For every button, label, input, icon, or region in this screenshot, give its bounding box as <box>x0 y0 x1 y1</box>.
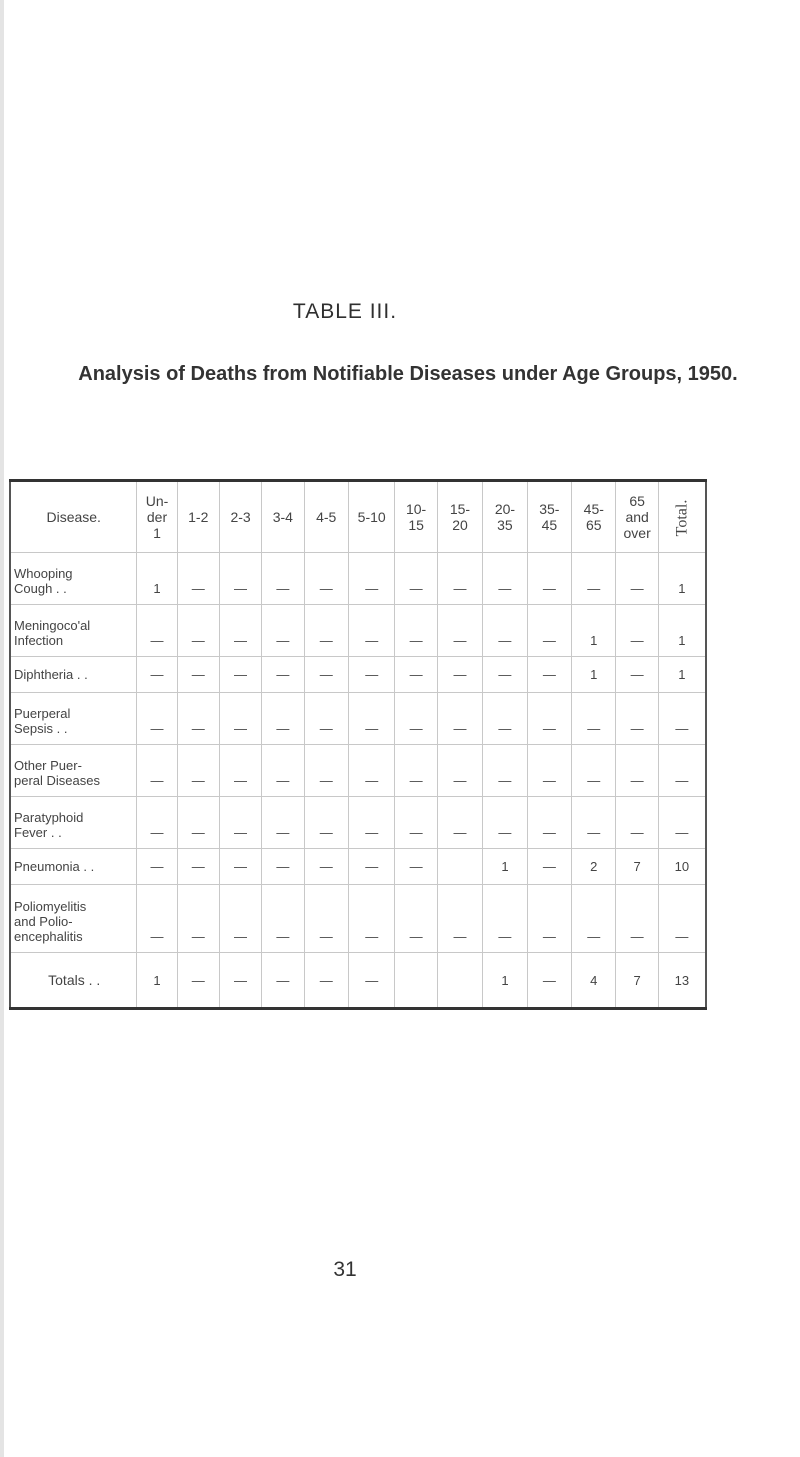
table-row-puerperal-sepsis <box>10 693 706 745</box>
cell-10-15: — <box>395 605 437 657</box>
cell-3-4: — <box>262 657 304 693</box>
table-row-whooping-cough <box>10 553 706 605</box>
cell-45-65: — <box>572 745 616 797</box>
totals-label: Totals . . <box>10 953 137 1009</box>
cell-3-4: — <box>262 605 304 657</box>
cell-35-45: — <box>527 885 571 953</box>
cell-65-and-over: — <box>616 797 658 849</box>
total-cell-15-20 <box>437 953 482 1009</box>
table-row-other-puerperal-diseases <box>10 745 706 797</box>
total-cell-under-1: 1 <box>137 953 177 1009</box>
cell-20-35: 1 <box>483 849 527 885</box>
cell-45-65: 1 <box>572 657 616 693</box>
cell-total: — <box>658 885 706 953</box>
table-row-poliomyelitis <box>10 885 706 953</box>
cell-35-45: — <box>527 745 571 797</box>
total-cell-10-15 <box>395 953 437 1009</box>
cell-3-4: — <box>262 553 304 605</box>
cell-35-45: — <box>527 605 571 657</box>
cell-3-4: — <box>262 693 304 745</box>
column-header-4-5: 4-5 <box>304 481 348 553</box>
table-title: TABLE III. <box>292 300 398 323</box>
column-header-1-2: 1-2 <box>177 481 219 553</box>
total-cell-3-4: — <box>262 953 304 1009</box>
disease-name-cell: Other Puer- peral Diseases <box>10 745 137 797</box>
cell-20-35: — <box>483 605 527 657</box>
cell-4-5: — <box>304 849 348 885</box>
column-header-35-45: 35- 45 <box>527 481 571 553</box>
column-header-disease: Disease. <box>10 481 137 553</box>
cell-20-35: — <box>483 553 527 605</box>
table-row-diphtheria <box>10 657 706 693</box>
cell-45-65: — <box>572 797 616 849</box>
cell-15-20 <box>437 849 482 885</box>
cell-10-15: — <box>395 797 437 849</box>
cell-4-5: — <box>304 605 348 657</box>
table-row-paratyphoid-fever <box>10 797 706 849</box>
column-header-65-and-over: 65 and over <box>616 481 658 553</box>
cell-under-1: — <box>137 797 177 849</box>
cell-45-65: 2 <box>572 849 616 885</box>
cell-total: 1 <box>658 605 706 657</box>
cell-5-10: — <box>348 657 395 693</box>
total-cell-total: 13 <box>658 953 706 1009</box>
cell-15-20: — <box>437 797 482 849</box>
cell-1-2: — <box>177 657 219 693</box>
cell-45-65: 1 <box>572 605 616 657</box>
column-header-10-15: 10- 15 <box>395 481 437 553</box>
cell-4-5: — <box>304 553 348 605</box>
cell-total: — <box>658 797 706 849</box>
cell-5-10: — <box>348 745 395 797</box>
cell-35-45: — <box>527 657 571 693</box>
cell-2-3: — <box>219 657 261 693</box>
cell-5-10: — <box>348 797 395 849</box>
cell-65-and-over: — <box>616 745 658 797</box>
cell-20-35: — <box>483 745 527 797</box>
cell-under-1: — <box>137 657 177 693</box>
cell-15-20: — <box>437 657 482 693</box>
cell-45-65: — <box>572 885 616 953</box>
cell-65-and-over: — <box>616 693 658 745</box>
cell-65-and-over: — <box>616 553 658 605</box>
cell-1-2: — <box>177 885 219 953</box>
total-cell-45-65: 4 <box>572 953 616 1009</box>
cell-under-1: — <box>137 885 177 953</box>
cell-10-15: — <box>395 885 437 953</box>
column-header-under-1: Un- der 1 <box>137 481 177 553</box>
cell-4-5: — <box>304 745 348 797</box>
column-header-2-3: 2-3 <box>219 481 261 553</box>
column-header-total <box>658 481 706 553</box>
table-row-meningococcal-infection <box>10 605 706 657</box>
total-cell-65-and-over: 7 <box>616 953 658 1009</box>
cell-3-4: — <box>262 885 304 953</box>
cell-3-4: — <box>262 849 304 885</box>
total-cell-2-3: — <box>219 953 261 1009</box>
total-cell-20-35: 1 <box>483 953 527 1009</box>
cell-2-3: — <box>219 745 261 797</box>
cell-total: 1 <box>658 657 706 693</box>
cell-10-15: — <box>395 745 437 797</box>
total-header-label: Total. <box>672 499 690 536</box>
cell-2-3: — <box>219 849 261 885</box>
cell-total: 1 <box>658 553 706 605</box>
cell-1-2: — <box>177 553 219 605</box>
cell-4-5: — <box>304 657 348 693</box>
table-row-pneumonia <box>10 849 706 885</box>
cell-5-10: — <box>348 553 395 605</box>
cell-4-5: — <box>304 885 348 953</box>
column-header-45-65: 45- 65 <box>572 481 616 553</box>
cell-total: — <box>658 745 706 797</box>
deaths-table <box>9 479 707 1010</box>
cell-15-20: — <box>437 553 482 605</box>
total-cell-4-5: — <box>304 953 348 1009</box>
cell-2-3: — <box>219 605 261 657</box>
cell-under-1: — <box>137 693 177 745</box>
table-subtitle: Analysis of Deaths from Notifiable Diseases under Age Groups, 1950. <box>78 363 738 385</box>
cell-1-2: — <box>177 849 219 885</box>
cell-15-20: — <box>437 885 482 953</box>
disease-name-cell: Meningoco'al Infection <box>10 605 137 657</box>
cell-under-1: — <box>137 849 177 885</box>
cell-3-4: — <box>262 797 304 849</box>
cell-2-3: — <box>219 885 261 953</box>
cell-total: — <box>658 693 706 745</box>
total-cell-35-45: — <box>527 953 571 1009</box>
cell-1-2: — <box>177 745 219 797</box>
header-row <box>10 481 706 553</box>
cell-45-65: — <box>572 553 616 605</box>
cell-1-2: — <box>177 693 219 745</box>
cell-35-45: — <box>527 693 571 745</box>
column-header-15-20: 15- 20 <box>437 481 482 553</box>
page-number: 31 <box>333 1258 357 1281</box>
cell-5-10: — <box>348 693 395 745</box>
cell-20-35: — <box>483 885 527 953</box>
cell-15-20: — <box>437 693 482 745</box>
disease-name-cell: Poliomyelitis and Polio- encephalitis <box>10 885 137 953</box>
total-cell-5-10: — <box>348 953 395 1009</box>
cell-3-4: — <box>262 745 304 797</box>
cell-4-5: — <box>304 693 348 745</box>
cell-35-45: — <box>527 849 571 885</box>
cell-1-2: — <box>177 605 219 657</box>
page-edge-shadow <box>0 0 4 1457</box>
cell-65-and-over: — <box>616 657 658 693</box>
cell-total: 10 <box>658 849 706 885</box>
cell-15-20: — <box>437 745 482 797</box>
disease-name-cell: Puerperal Sepsis . . <box>10 693 137 745</box>
cell-2-3: — <box>219 553 261 605</box>
cell-under-1: 1 <box>137 553 177 605</box>
column-header-5-10: 5-10 <box>348 481 395 553</box>
table-body <box>10 553 706 1009</box>
totals-row <box>10 953 706 1009</box>
cell-5-10: — <box>348 849 395 885</box>
disease-name-cell: Pneumonia . . <box>10 849 137 885</box>
cell-2-3: — <box>219 797 261 849</box>
cell-5-10: — <box>348 605 395 657</box>
cell-under-1: — <box>137 745 177 797</box>
cell-10-15: — <box>395 849 437 885</box>
cell-under-1: — <box>137 605 177 657</box>
disease-name-cell: Diphtheria . . <box>10 657 137 693</box>
cell-10-15: — <box>395 657 437 693</box>
cell-65-and-over: — <box>616 885 658 953</box>
cell-65-and-over: 7 <box>616 849 658 885</box>
column-header-3-4: 3-4 <box>262 481 304 553</box>
cell-10-15: — <box>395 693 437 745</box>
cell-10-15: — <box>395 553 437 605</box>
cell-20-35: — <box>483 693 527 745</box>
cell-35-45: — <box>527 797 571 849</box>
cell-20-35: — <box>483 657 527 693</box>
cell-1-2: — <box>177 797 219 849</box>
cell-20-35: — <box>483 797 527 849</box>
column-header-20-35: 20- 35 <box>483 481 527 553</box>
cell-4-5: — <box>304 797 348 849</box>
cell-35-45: — <box>527 553 571 605</box>
disease-name-cell: Whooping Cough . . <box>10 553 137 605</box>
cell-2-3: — <box>219 693 261 745</box>
cell-5-10: — <box>348 885 395 953</box>
cell-45-65: — <box>572 693 616 745</box>
cell-65-and-over: — <box>616 605 658 657</box>
total-cell-1-2: — <box>177 953 219 1009</box>
cell-15-20: — <box>437 605 482 657</box>
disease-name-cell: Paratyphoid Fever . . <box>10 797 137 849</box>
